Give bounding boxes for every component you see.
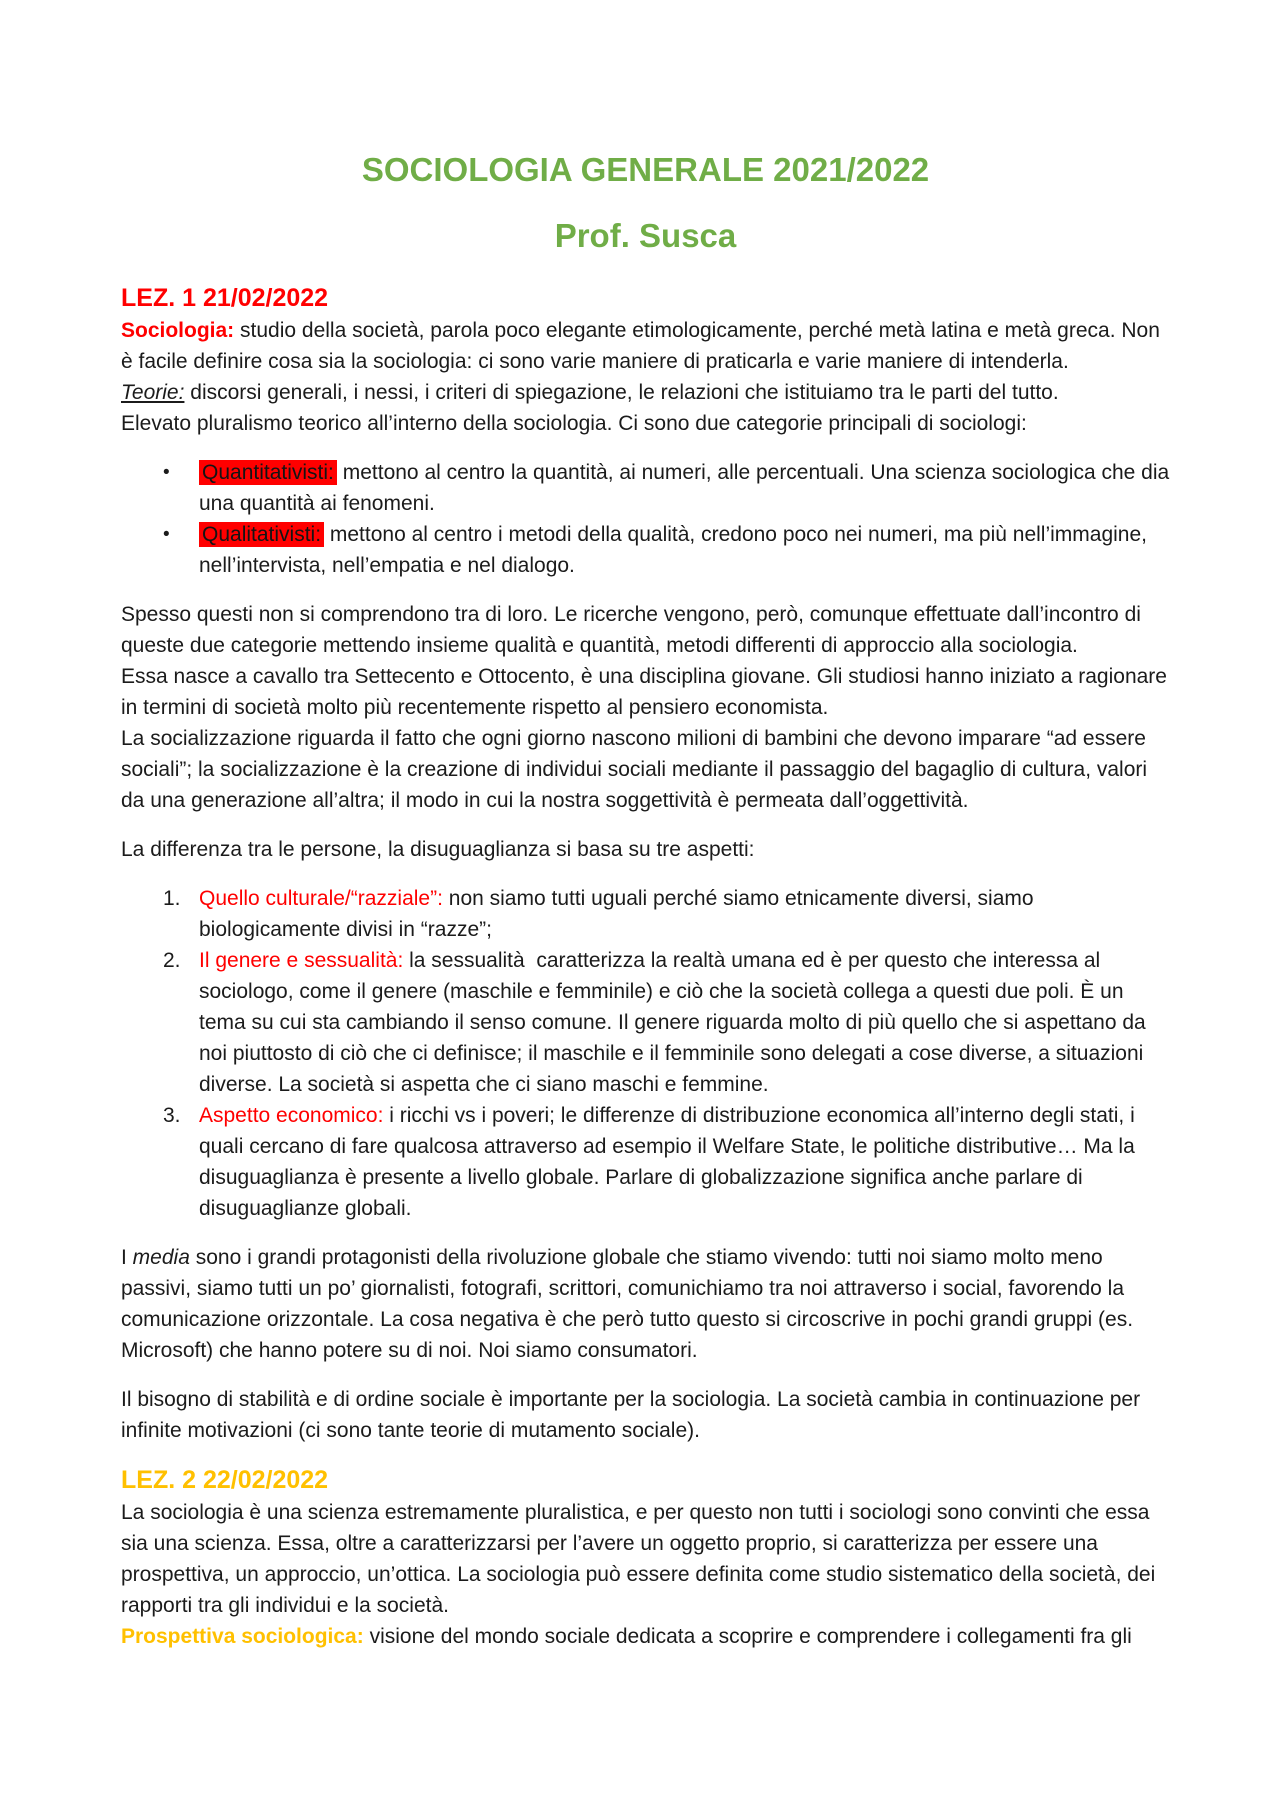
numbered-label-3: Aspetto economico: <box>199 1104 384 1127</box>
document-subtitle: Prof. Susca <box>554 217 737 254</box>
spesso-line-3: La socializzazione riguarda il fatto che ogni giorno nascono milioni di bambini che devono imparare “ad essere sociali”; la socializzazione è la creazione di individui sociali mediante il passaggio del bagaglio di cultura, valori da una generazione all’altra; il modo in cui la nostra soggettività è permeata dall’oggettività. <box>121 727 1148 812</box>
bullet-list <box>121 457 1170 581</box>
teorie-text: discorsi generali, i nessi, i criteri di spiegazione, le relazioni che istituiamo tra le parti del tutto. <box>184 381 1059 404</box>
spesso-paragraph <box>121 599 1170 816</box>
numbered-item-3 <box>121 1100 1170 1224</box>
bisogno-paragraph: Il bisogno di stabilità e di ordine sociale è importante per la sociologia. La società cambia in continuazione per infinite motivazioni (ci sono tante teorie di mutamento sociale). <box>121 1388 1141 1442</box>
numbered-label-2: Il genere e sessualità: <box>199 949 404 972</box>
bullet-item-qualitativisti <box>121 519 1170 581</box>
differenza-paragraph: La differenza tra le persone, la disuguaglianza si basa su tre aspetti: <box>121 838 755 861</box>
lesson-2-text: La sociologia è una scienza estremamente pluralistica, e per questo non tutti i sociologi sono convinti che essa sia una scienza. Essa, oltre a caratterizzarsi per l’avere un oggetto proprio, si caratterizza per essere una prospettiva, un approccio, un’ottica. La sociologia può essere definita come studio sistematico della società, dei rapporti tra gli individui e la società. <box>121 1501 1156 1617</box>
numbered-item-1 <box>121 883 1170 945</box>
numbered-item-2 <box>121 945 1170 1100</box>
spesso-line-1: Spesso questi non si comprendono tra di loro. Le ricerche vengono, però, comunque effettuate dall’incontro di queste due categorie mettendo insieme qualità e quantità, metodi differenti di approccio alla sociologia. <box>121 603 1141 657</box>
highlighted-term-qualitativisti: Qualitativisti: <box>199 522 324 547</box>
media-pre: I <box>121 1246 133 1269</box>
numbered-text-1: non siamo tutti uguali perché siamo etnicamente diversi, siamo biologicamente divisi in “razze”; <box>199 887 1034 941</box>
numbered-text-3: i ricchi vs i poveri; le differenze di distribuzione economica all’interno degli stati, i quali cercano di fare qualcosa attraverso ad esempio il Welfare State, le politiche distributive… Ma la disuguaglianza è presente a livello globale. Parlare di globalizzazione significa anche parlare di disuguaglianze globali. <box>199 1104 1135 1220</box>
media-paragraph <box>121 1242 1170 1366</box>
prospettiva-label: Prospettiva sociologica: <box>121 1625 364 1648</box>
number-marker: 1. <box>163 887 181 910</box>
media-post: sono i grandi protagonisti della rivoluzione globale che stiamo vivendo: tutti noi siamo molto meno passivi, siamo tutti un po’ giornalisti, fotografi, scrittori, comunichiamo tra noi attraverso i social, favorendo la comunicazione orizzontale. La cosa negativa è che però tutto questo si circoscrive in pochi grandi gruppi (es. Microsoft) che hanno potere su di noi. Noi siamo consumatori. <box>121 1246 1134 1362</box>
lesson-1-heading: LEZ. 1 21/02/2022 <box>121 284 329 312</box>
media-italic-word: media <box>132 1246 190 1269</box>
bullet-marker: • <box>163 462 170 483</box>
lesson-2-paragraph <box>121 1497 1170 1652</box>
numbered-label-1: Quello culturale/“razziale”: <box>199 887 443 910</box>
lesson-2-heading: LEZ. 2 22/02/2022 <box>121 1466 329 1494</box>
sociologia-text: studio della società, parola poco elegante etimologicamente, perché metà latina e metà greca. Non è facile definire cosa sia la sociologia: ci sono varie maniere di praticarla e varie maniere di intenderla. <box>121 319 1160 373</box>
elevato-text: Elevato pluralismo teorico all’interno della sociologia. Ci sono due categorie principali di sociologi: <box>121 412 1027 435</box>
document-title: SOCIOLOGIA GENERALE 2021/2022 <box>361 151 930 188</box>
number-marker: 3. <box>163 1104 181 1127</box>
highlighted-term-quantitativisti: Quantitativisti: <box>199 460 337 485</box>
number-marker: 2. <box>163 949 181 972</box>
bullet-text: mettono al centro la quantità, ai numeri, alle percentuali. Una scienza sociologica che dia una quantità ai fenomeni. <box>199 461 1170 515</box>
bullet-item-quantitativisti <box>121 457 1170 519</box>
bullet-marker: • <box>163 524 170 545</box>
numbered-text-2: la sessualità caratterizza la realtà umana ed è per questo che interessa al sociologo, come il genere (maschile e femminile) e ciò che la società collega a questi due poli. È un tema su cui sta cambiando il senso comune. Il genere riguarda molto di più quello che si aspettano da noi piuttosto di ciò che ci definisce; il maschile e il femminile sono delegati a cose diverse, a situazioni diverse. La società si aspetta che ci siano maschi e femmine. <box>199 949 1146 1096</box>
prospettiva-text: visione del mondo sociale dedicata a scoprire e comprendere i collegamenti fra gli <box>363 1625 1132 1648</box>
lesson-1-intro-paragraph <box>121 315 1170 439</box>
spesso-line-2: Essa nasce a cavallo tra Settecento e Ottocento, è una disciplina giovane. Gli studiosi hanno iniziato a ragionare in termini di società molto più recentemente rispetto al pensiero economista. <box>121 665 1167 719</box>
bullet-text: mettono al centro i metodi della qualità, credono poco nei numeri, ma più nell’immagine, nell’intervista, nell’empatia e nel dialogo. <box>199 523 1147 577</box>
sociologia-label: Sociologia: <box>121 319 235 342</box>
numbered-list <box>121 883 1170 1224</box>
teorie-label: Teorie: <box>121 381 185 404</box>
